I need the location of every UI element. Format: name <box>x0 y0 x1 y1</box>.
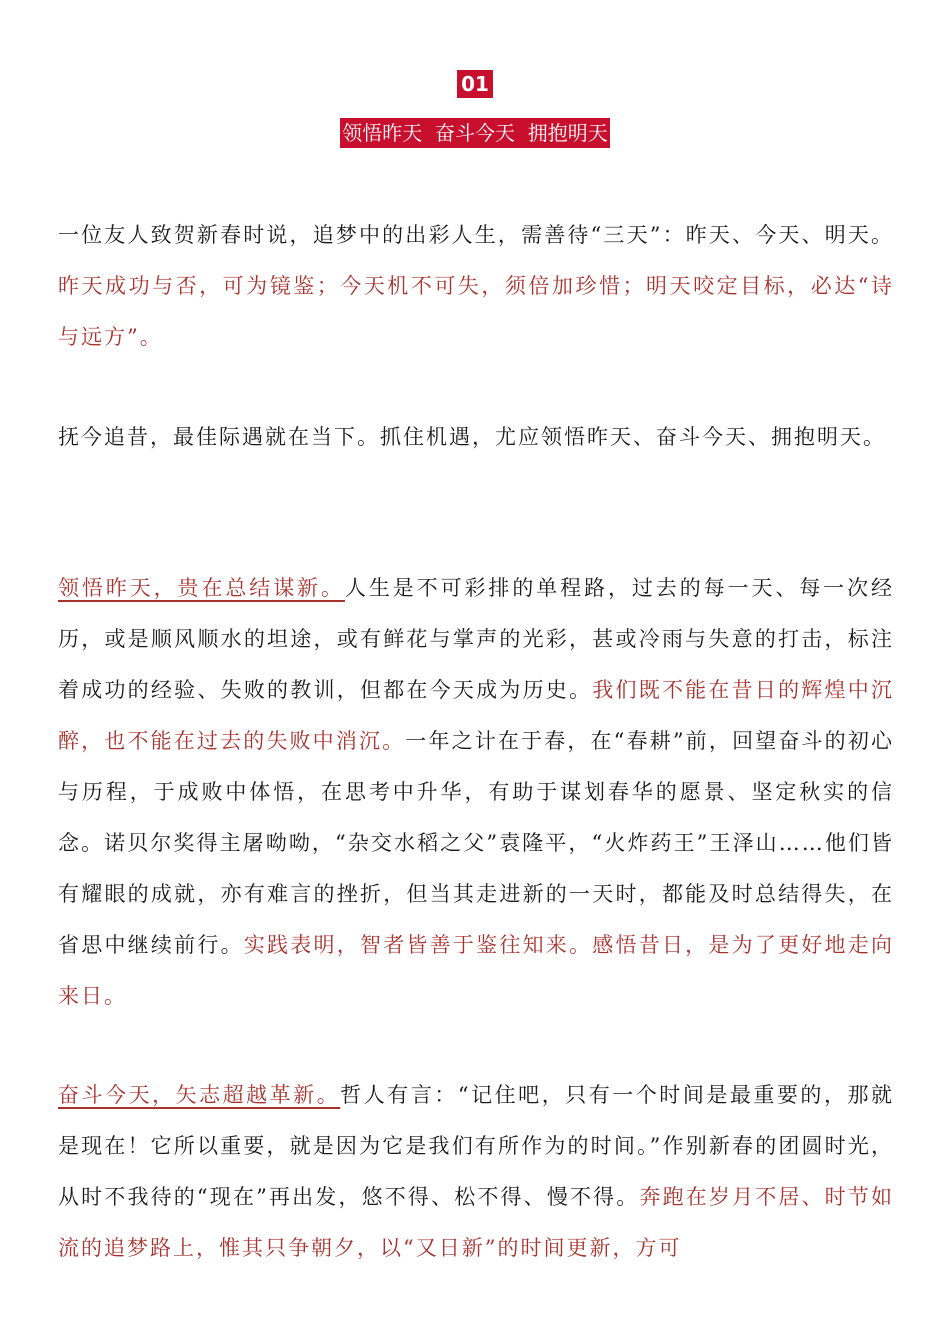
body-text: 哲人有言：“记住吧，只有一个时间是最重要的，那就是现在！它所以重要，就是因为它是我们有所作为的时间。”作别新春的团圆时光，从时不我待的“现在”再出发，悠不得、松不得、慢不得。 <box>58 1083 895 1209</box>
body-text: 抚今追昔，最佳际遇就在当下。抓住机遇，尤应领悟昨天、奋斗今天、拥抱明天。 <box>58 425 886 449</box>
section-title: 领悟昨天 奋斗今天 拥抱明天 <box>340 118 609 148</box>
paragraph-3 <box>58 563 894 1022</box>
paragraph-heading: 领悟昨天，贵在总结谋新。 <box>58 576 345 600</box>
body-text: 人生是不可彩排的单程路，过去的每一天、每一次经历，或是顺风顺水的坦途，或有鲜花与掌声的光彩，甚或冷雨与失意的打击，标注着成功的经验、失败的教训，但都在今天成为历史。 <box>58 576 895 702</box>
paragraph-1 <box>58 210 894 363</box>
section-title-row <box>0 118 950 148</box>
emphasis-text: 实践表明，智者皆善于鉴往知来。感悟昔日，是为了更好地走向来日。 <box>58 933 894 1008</box>
emphasis-text: 我们既不能在昔日的辉煌中沉醉，也不能在过去的失败中消沉。 <box>58 678 895 753</box>
emphasis-text: 奔跑在岁月不居、时节如流的追梦路上，惟其只争朝夕，以“又日新”的时间更新，方可 <box>58 1185 894 1260</box>
paragraph-heading: 奋斗今天，矢志超越革新。 <box>58 1083 341 1107</box>
section-number-row <box>0 70 950 98</box>
paragraph-2 <box>58 412 894 463</box>
paragraph-4 <box>58 1070 894 1274</box>
body-text: 一年之计在于春，在“春耕”前，回望奋斗的初心与历程，于成败中体悟，在思考中升华，有助于谋划春华的愿景、坚定秋实的信念。诺贝尔奖得主屠呦呦，“杂交水稻之父”袁隆平，“火炸药王”王泽山……他们皆有耀眼的成就，亦有难言的挫折，但当其走进新的一天时，都能及时总结得失，在省思中继续前行。 <box>58 729 894 957</box>
section-number-badge: 01 <box>457 70 493 98</box>
emphasis-text: 昨天成功与否，可为镜鉴；今天机不可失，须倍加珍惜；明天咬定目标，必达“诗与远方”。 <box>58 274 894 349</box>
body-text: 一位友人致贺新春时说，追梦中的出彩人生，需善待“三天”：昨天、今天、明天。 <box>58 223 894 247</box>
